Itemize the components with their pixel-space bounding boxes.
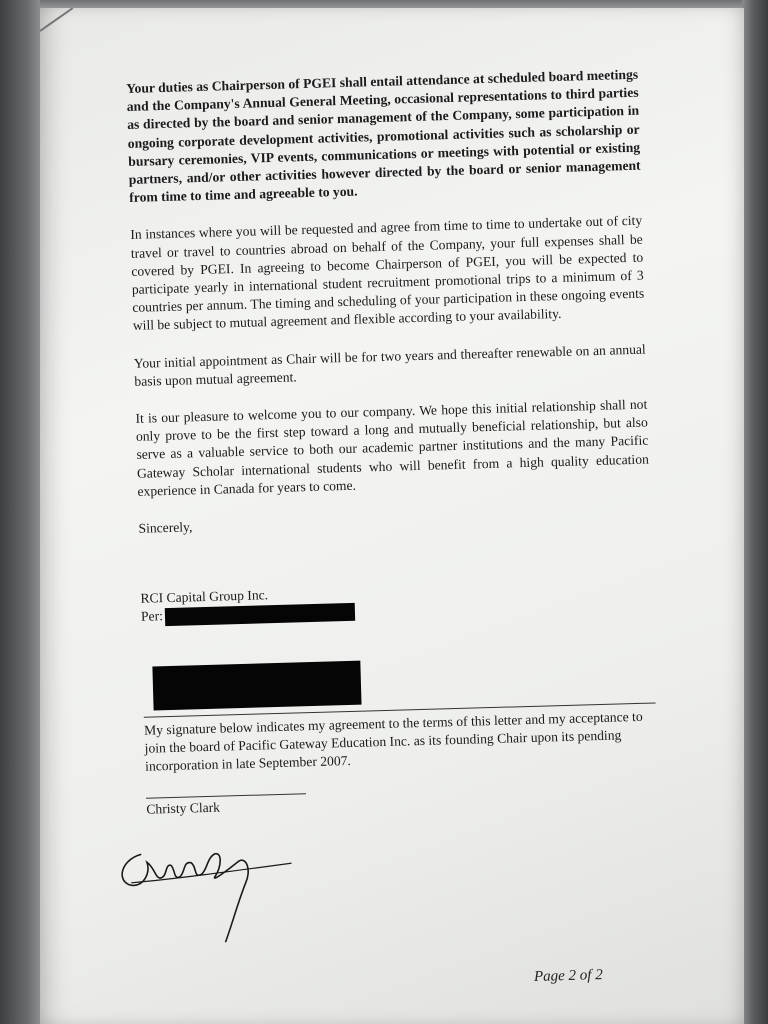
signer-name: Christy Clark	[146, 799, 221, 817]
duties-paragraph: Your duties as Chairperson of PGEI shall entail attendance at scheduled board meetings and the Company's Annual General Meeting, occasional representations to third parties as directed by the board and senior management of the Company, some participation in ongoing corporate development activities, promotional activities such as scholarship or bursary ceremonies, VIP events, communications or meetings with potential or existing partners, and/or other activities however directed by the board or senior management from time to time and agreeable to you.	[126, 66, 641, 206]
photo-right-edge	[742, 0, 768, 1024]
appointment-paragraph: Your initial appointment as Chair will be for two years and thereafter renewable on an annual basis upon mutual agreement.	[133, 341, 646, 389]
travel-paragraph: In instances where you will be requested and agree from time to time to undertake out of city travel or travel to countries abroad on behalf of the Company, your full expenses shall be covered by PGEI. In agreeing to become Chairperson of PGEI, you will be expected to participate yearly in international student recruitment promotional trips to a minimum of 3 countries per annum. The timing and scheduling of your participation in these ongoing events will be subject to mutual agreement and flexible according to your availability.	[130, 213, 645, 334]
redaction-bar-signature	[152, 660, 361, 710]
per-label: Per:	[140, 608, 164, 625]
redaction-bar-per	[165, 602, 355, 625]
letter-body	[126, 66, 658, 819]
company-signature-block	[140, 576, 655, 711]
welcome-paragraph: It is our pleasure to welcome you to our company. We hope this initial relationship shall not only prove to be the first step toward a long and mutually beneficial relationship, but also serve as a valuable service to both our academic partner institutions and the many Pacific Gateway Scholar international students who will benefit from a high quality education experience in Canada for years to come.	[135, 396, 649, 499]
company-name: RCI Capital Group Inc.	[140, 587, 269, 607]
handwritten-signature	[110, 829, 314, 956]
page-number: Page 2 of 2	[533, 967, 603, 985]
photo-left-edge	[0, 0, 40, 1024]
agreement-statement: My signature below indicates my agreement to the terms of this letter and my acceptance to join the board of Pacific Gateway Education Inc. as its founding Chair upon its pending incorporation in late September 2007.	[143, 708, 643, 774]
signer-rule	[146, 794, 306, 799]
closing: Sincerely,	[138, 519, 193, 536]
